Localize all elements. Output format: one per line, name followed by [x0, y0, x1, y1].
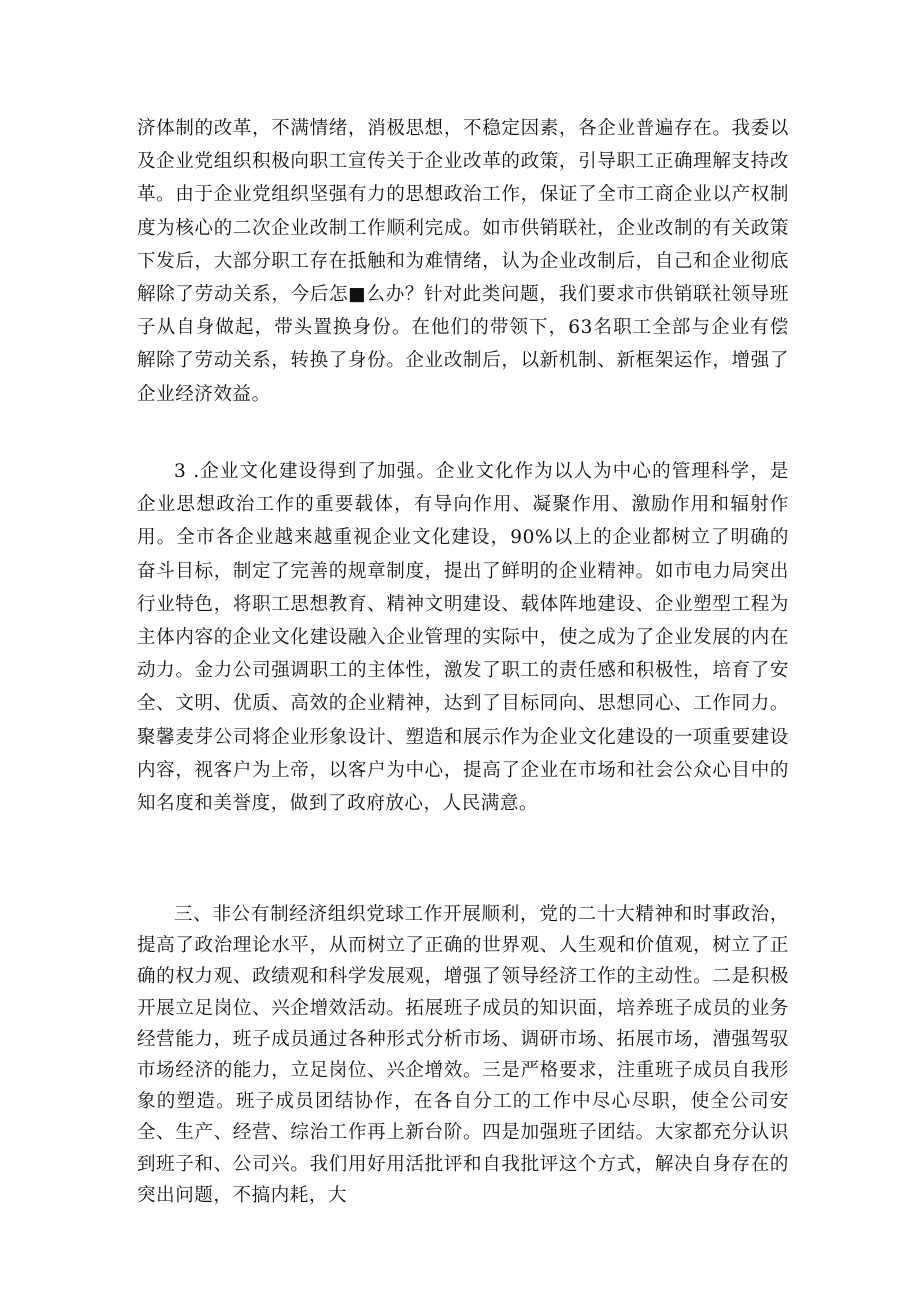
paragraph-economic-reform: 济体制的改革，不满情绪，消极思想，不稳定因素，各企业普遍存在。我委以及企业党组织积极向职工宣传关于企业改革的政策，引导职工正确理解支持改革。由于企业党组织坚强有力的思想政治工作，保证了全市工商企业以产权制度为核心的二次企业改制工作顺利完成。如市供销联社，企业改制的有关政策下发后，大部分职工存在抵触和为难情绪，认为企业改制后，自己和企业彻底解除了劳动关系，今后怎■么办？针对此类问题，我们要求市供销联社领导班子从自身做起，带头置换身份。在他们的带领下，63名职工全部与企业有偿解除了劳动关系，转换了身份。企业改制后，以新机制、新框架运作，增强了企业经济效益。 [137, 118, 789, 405]
paragraph-corporate-culture: 3 .企业文化建设得到了加强。企业文化作为以人为中心的管理科学，是企业思想政治工作的重要载体，有导向作用、凝聚作用、激励作用和辐射作用。全市各企业越来越重视企业文化建设，90%以上的企业都树立了明确的奋斗目标，制定了完善的规章制度，提出了鲜明的企业精神。如市电力局突出行业特色，将职工思想教育、精神文明建设、载体阵地建设、企业塑型工程为主体内容的企业文化建设融入企业管理的实际中，使之成为了企业发展的内在动力。金力公司强调职工的主体性，激发了职工的责任感和积极性，培育了安全、文明、优质、高效的企业精神，达到了目标同向、思想同心、工作同力。聚馨麦芽公司将企业形象设计、塑造和展示作为企业文化建设的一项重要建设内容，视客户为上帝，以客户为中心，提高了企业在市场和社会公众心目中的知名度和美誉度，做到了政府放心，人民满意。 [137, 461, 789, 815]
paragraph-party-work: 三、非公有制经济组织党球工作开展顺利，党的二十大精神和时事政治，提高了政治理论水平，从而树立了正确的世界观、人生观和价值观，树立了正确的权力观、政绩观和科学发展观，增强了领导经济工作的主动性。二是积极开展立足岗位、兴企增效活动。拓展班子成员的知识面，培养班子成员的业务经营能力，班子成员通过各种形式分析市场、调研市场、拓展市场，漕强驾驭市场经济的能力，立足岗位、兴企增效。三是严格要求，注重班子成员自我形象的塑造。班子成员团结协作，在各自分工的工作中尽心尽职，使全公司安全、生产、经营、综治工作再上新台阶。四是加强班子团结。大家都充分认识到班子和、公司兴。我们用好用活批评和自我批评这个方式，解决自身存在的突出问题，不搞内耗，大 [137, 904, 789, 1206]
